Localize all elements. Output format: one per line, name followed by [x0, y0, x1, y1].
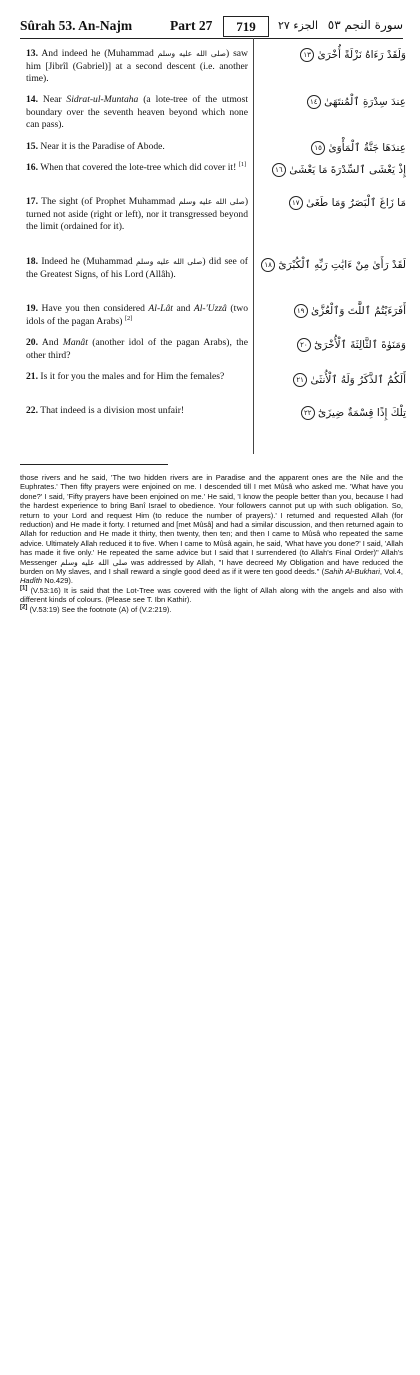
verse-number-marker: ٢٠	[297, 338, 311, 352]
verse-number: 18.	[26, 256, 38, 267]
salutation: صلى الله عليه وسلم	[135, 257, 203, 266]
verse-number-marker: ٢٢	[301, 406, 315, 420]
verse-17-english: 17. The sight (of Prophet Muhammad صلى الله عليه وسلم) turned not aside (right or left), nor it transgressed beyond the limit (ordained for it).	[26, 196, 249, 232]
verse-13-english: 13. And indeed he (Muhammad صلى الله عليه وسلم) saw him [Jibrîl (Gabriel)] at a second descent (i.e. another time).	[26, 48, 248, 84]
footnote-2: [2] (V.53:19) See the footnote (A) of (V.2:219).	[20, 604, 172, 614]
footnote-ref[interactable]: [2]	[124, 314, 133, 322]
footnote-separator	[20, 464, 168, 465]
footnote-tag: [1]	[20, 585, 28, 592]
verse-number-marker: ١٤	[307, 95, 321, 109]
footnote-tag: [2]	[20, 604, 28, 611]
verse-22-english: 22. That indeed is a division most unfair!	[26, 405, 185, 416]
verse-21-english: 21. Is it for you the males and for Him the females?	[26, 371, 225, 382]
footnote-continued: those rivers and he said, 'The two hidden rivers are in Paradise and the apparent ones are the Nile and the Euphrates.' Then fifty prayers were enjoined on me. I descended till I met Mûsâ who asked me. 'What have you done?' I said, 'Fifty prayers have been enjoined on me.' He said, 'I know the people better than you, because I had the hardest experience to bring Banî Israel to obedience. Your followers cannot put up with such obligation. So, return to your Lord and request Him (to reduce the number of prayers).' I returned and requested Allah (for reduction) and He made it forty. I returned and [met Mûsâ] and had a similar discussion, and then returned again to Allah for reduction and He made it thirty, then twenty, then ten; and then I came to Mûsâ who repeated the same advice. Ultimately Allah reduced it to five. When I came to Mûsâ again, he said, 'What have you done?' I said, 'Allah has made it five only.' He repeated the same advice but I said that I surrendered (to Allah's Final Order)" Allah's Messenger صلى الله عليه وسلم was addressed by Allah, "I have decreed My Obligation and have reduced the burden on My slaves, and I shall reward a single good deed as if it were ten good deeds." (Sahih Al-Bukhari, Vol.4, Hadîth No.429).	[20, 473, 403, 586]
verse-15-english: 15. Near it is the Paradise of Abode.	[26, 141, 165, 152]
footnote-1: [1] (V.53:16) It is said that the Lot-Tree was covered with the light of Allah along with the angels and also with different kinds of colours. (Please see T. Ibn Kathir).	[20, 585, 403, 605]
salutation: صلى الله عليه وسلم	[60, 557, 128, 567]
verse-13-arabic: وَلَقَدْ رَءَاهُ نَزْلَةً أُخْرَىٰ ١٣	[298, 48, 406, 62]
verse-14-english: 14. Near Sidrat-ul-Muntaha (a lote-tree of the utmost boundary over the seventh heaven beyond which none can pass).	[26, 94, 248, 130]
verse-number-marker: ١٨	[261, 258, 275, 272]
verse-16-arabic: إِذْ يَغْشَى ٱلسِّدْرَةَ مَا يَغْشَىٰ ١٦	[270, 163, 406, 177]
surah-title: Sûrah 53. An-Najm	[20, 18, 133, 33]
verse-19-english: 19. Have you then considered Al-Lât and Al-'Uzzâ (two idols of the pagan Arabs) [2]	[26, 303, 248, 327]
verse-number: 21.	[26, 371, 38, 382]
verse-number: 19.	[26, 303, 38, 314]
salutation: صلى الله عليه وسلم	[157, 49, 226, 58]
verse-number: 15.	[26, 141, 38, 152]
footnote-ref[interactable]: [1]	[238, 160, 247, 168]
verse-15-arabic: عِندَهَا جَنَّةُ ٱلْمَأْوَىٰ ١٥	[309, 141, 406, 155]
verse-18-english: 18. Indeed he (Muhammad صلى الله عليه وسلم) did see of the Greatest Signs, of his Lord (Allâh).	[26, 256, 249, 280]
verse-number-marker: ١٦	[272, 163, 286, 177]
verse-20-arabic: وَمَنَوٰةَ ٱلثَّالِثَةَ ٱلْأُخْرَىٰٓ ٢٠	[295, 338, 406, 352]
verse-number-marker: ١٧	[289, 196, 303, 210]
verse-21-arabic: أَلَكُمُ ٱلذَّكَرُ وَلَهُ ٱلْأُنثَىٰ ٢١	[291, 373, 406, 387]
verse-number: 17.	[26, 196, 38, 207]
part-label: Part 27	[170, 18, 213, 33]
verse-22-arabic: تِلْكَ إِذًا قِسْمَةٌ ضِيزَىٰٓ ٢٢	[299, 406, 406, 420]
verse-17-arabic: مَا زَاغَ ٱلْبَصَرُ وَمَا طَغَىٰ ١٧	[287, 196, 406, 210]
verse-19-arabic: أَفَرَءَيْتُمُ ٱللَّٰتَ وَٱلْعُزَّىٰ ١٩	[292, 304, 406, 318]
footnotes	[20, 473, 403, 614]
surah-title-arabic: سورة النجم ٥٣	[327, 18, 403, 32]
verse-number: 14.	[26, 94, 38, 105]
page-number: 719	[223, 16, 269, 37]
verse-number: 16.	[26, 162, 38, 173]
verse-20-english: 20. And Manât (another idol of the pagan Arabs), the other third?	[26, 337, 248, 361]
juz-arabic: الجزء ٢٧	[278, 19, 319, 32]
verse-number: 22.	[26, 405, 38, 416]
verse-number-marker: ١٩	[294, 304, 308, 318]
verse-16-english: 16. When that covered the lote-tree which did cover it! [1]	[26, 160, 247, 173]
verse-number-marker: ٢١	[293, 373, 307, 387]
column-divider	[253, 38, 254, 454]
verse-number: 13.	[26, 48, 38, 59]
verse-number: 20.	[26, 337, 38, 348]
verse-number-marker: ١٥	[311, 141, 325, 155]
verse-14-arabic: عِندَ سِدْرَةِ ٱلْمُنتَهَىٰ ١٤	[305, 95, 406, 109]
verse-18-arabic: لَقَدْ رَأَىٰ مِنْ ءَايَٰتِ رَبِّهِ ٱلْكُبْرَىٰٓ ١٨	[259, 258, 406, 272]
salutation: صلى الله عليه وسلم	[178, 197, 245, 206]
page-header	[20, 16, 403, 39]
verse-number-marker: ١٣	[300, 48, 314, 62]
